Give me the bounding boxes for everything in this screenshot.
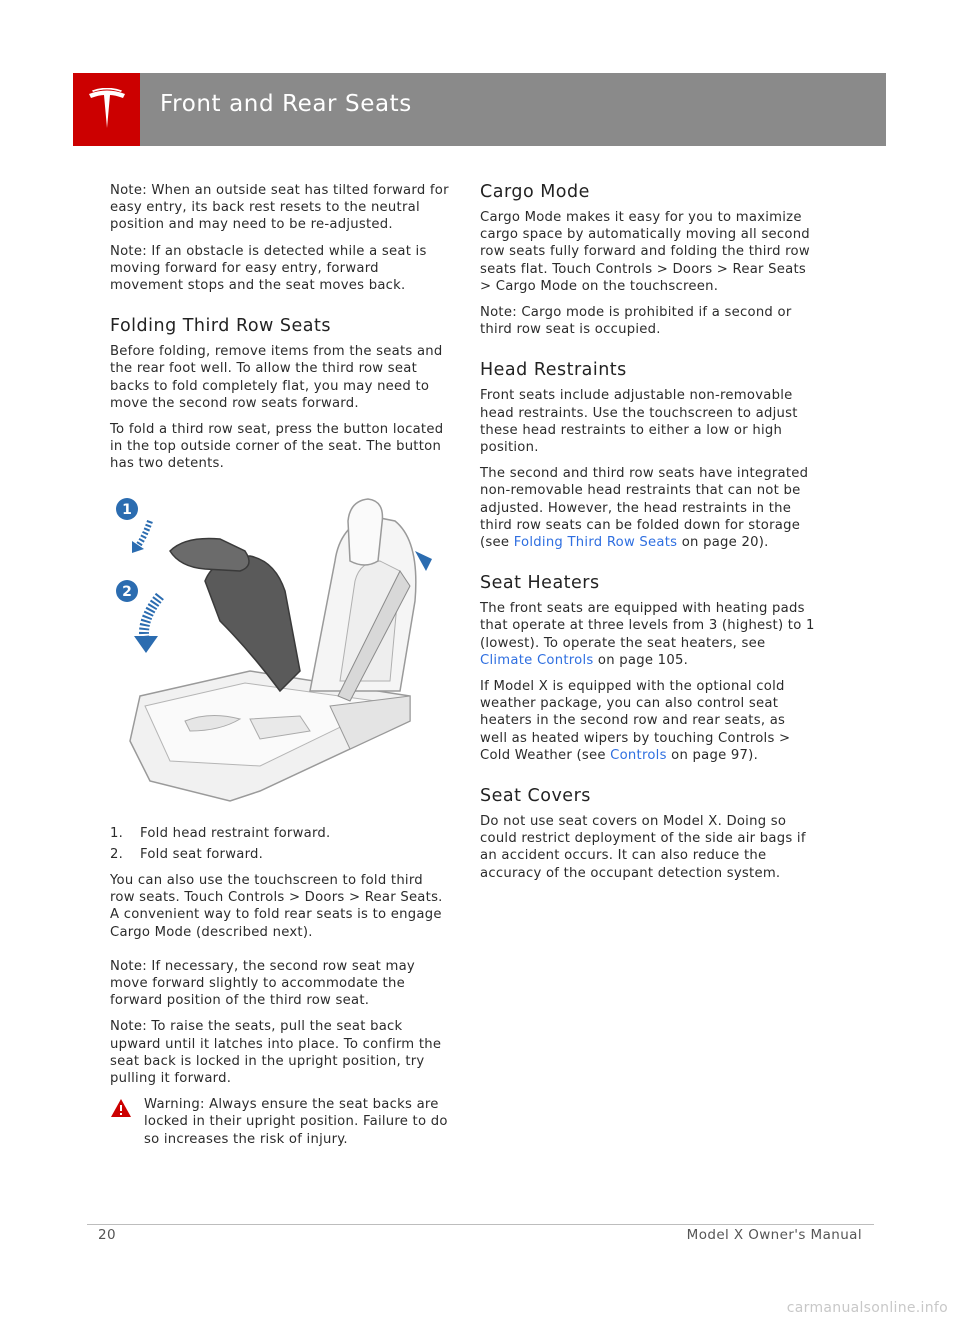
heading-head-restraints: Head Restraints	[480, 360, 627, 381]
step-number: 1.	[110, 825, 124, 841]
warning-block	[110, 1096, 450, 1148]
footer-manual-title: Model X Owner's Manual	[686, 1227, 862, 1243]
heaters-p1-text: The front seats are equipped with heating pads that operate at three levels from 3 (highest) to 1 (lowest). To operate the seat heaters, see	[480, 601, 815, 651]
heading-cargo-mode: Cargo Mode	[480, 182, 590, 202]
list-item	[110, 846, 450, 863]
warning-icon	[110, 1098, 132, 1118]
note-second-row: Note: If necessary, the second row seat may move forward slightly to accommodate the forward position of the third row seat.	[110, 958, 415, 1009]
callout-1-label: 1	[122, 501, 132, 518]
heaters-paragraph-1	[480, 600, 815, 669]
left-column	[110, 182, 450, 1148]
seat-folding-figure	[110, 491, 450, 811]
heaters-p2-text: If Model X is equipped with the optional cold weather package, you can also control seat heaters in the second row and rear seats, as well as heated wipers by touching Controls > Cold Weather (see	[480, 679, 791, 763]
covers-paragraph: Do not use seat covers on Model X. Doing so could restrict deployment of the side air bags if an accident occurs. It can also reduce the accuracy of the occupant detection system.	[480, 814, 806, 881]
head-paragraph-2	[480, 465, 815, 551]
step-text: Fold seat forward.	[140, 846, 264, 862]
head-paragraph-1: Front seats include adjustable non-removable head restraints. Use the touchscreen to adjust these head restraints to either a low or high position.	[480, 388, 798, 456]
heaters-paragraph-2	[480, 678, 815, 764]
right-column	[480, 182, 815, 891]
seat-illustration	[110, 491, 450, 811]
heading-seat-covers: Seat Covers	[480, 786, 591, 807]
warning-text: Warning: Always ensure the seat backs are locked in their upright position. Failure to do so increases the risk of injury.	[144, 1097, 448, 1147]
touchscreen-paragraph: You can also use the touchscreen to fold third row seats. Touch Controls > Doors > Rear Seats. A convenient way to fold rear seats is to engage Cargo Mode (described next).	[110, 873, 443, 940]
footer-page-number: 20	[98, 1227, 116, 1243]
link-controls[interactable]: Controls	[610, 747, 667, 763]
tesla-t-icon	[86, 88, 128, 132]
step-text: Fold head restraint forward.	[140, 825, 331, 841]
head-p2-text: The second and third row seats have integrated non-removable head restraints that can not be adjusted. However, the head restraints in the third row seats can be folded down for storage (see	[480, 466, 809, 551]
note-obstacle: Note: If an obstacle is detected while a seat is moving forward for easy entry, forward movement stops and the seat moves back.	[110, 243, 427, 294]
page-title: Front and Rear Seats	[160, 91, 412, 117]
cargo-paragraph: Cargo Mode makes it easy for you to maximize cargo space by automatically moving all second row seats fully forward and folding the third row seats flat. Touch Controls > Doors > Rear Seats > Cargo Mode on the touchscreen.	[480, 210, 810, 294]
head-p2-suffix: on page 20).	[677, 535, 769, 551]
heaters-p2-suffix: on page 97).	[666, 747, 759, 763]
heaters-p1-suffix: on page 105.	[593, 652, 689, 668]
footer-divider	[87, 1224, 874, 1225]
watermark: carmanualsonline.info	[786, 1300, 948, 1316]
callout-2-label: 2	[122, 583, 132, 600]
cargo-note: Note: Cargo mode is prohibited if a second or third row seat is occupied.	[480, 305, 792, 338]
page-header	[73, 73, 886, 146]
folding-paragraph-2: To fold a third row seat, press the button located in the top outside corner of the seat. The button has two detents.	[110, 422, 444, 472]
folding-paragraph-1: Before folding, remove items from the seats and the rear foot well. To allow the third row seat backs to fold completely flat, you may need to move the second row seats forward.	[110, 344, 443, 411]
button-arrow	[415, 551, 432, 571]
link-folding-third-row-seats[interactable]: Folding Third Row Seats	[513, 535, 678, 551]
note-tilted: Note: When an outside seat has tilted forward for easy entry, its back rest resets to the neutral position and may need to be re-adjusted.	[110, 183, 449, 233]
list-item	[110, 825, 450, 842]
tesla-logo	[73, 73, 140, 146]
link-climate-controls[interactable]: Climate Controls	[480, 652, 594, 668]
heading-seat-heaters: Seat Heaters	[480, 573, 600, 594]
heading-folding-third-row: Folding Third Row Seats	[110, 316, 331, 337]
note-raise: Note: To raise the seats, pull the seat back upward until it latches into place. To confirm the seat back is locked in the upright position, try pulling it forward.	[110, 1019, 442, 1087]
folding-steps-list	[110, 825, 450, 863]
step-number: 2.	[110, 846, 124, 862]
